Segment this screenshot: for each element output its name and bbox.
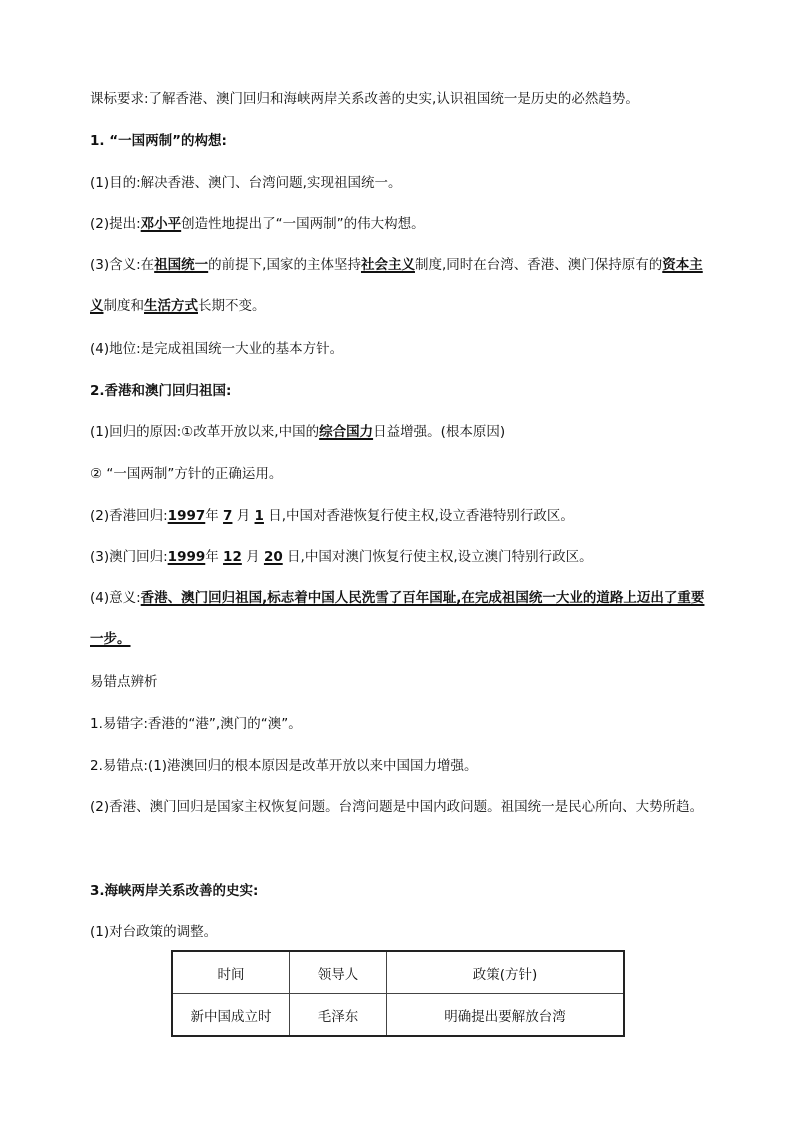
taiwan-policy-table (171, 950, 625, 1037)
s1-meaning-text-4: 制度和 (103, 298, 144, 314)
macau-year-unit: 年 (205, 549, 224, 565)
significance-label: (4)意义: (90, 590, 141, 606)
curriculum-requirement: 课标要求:了解香港、澳门回归和海峡两岸关系改善的史实,认识祖国统一是历史的必然趋势。 (90, 91, 639, 107)
s2-reason-2: ② “一国两制”方针的正确运用。 (90, 466, 283, 482)
macau-month: 12 (223, 549, 242, 565)
s1-status: (4)地位:是完成祖国统一大业的基本方针。 (90, 341, 344, 357)
s3-policy-adjust: (1)对台政策的调整。 (90, 924, 218, 940)
macau-label: (3)澳门回归: (90, 549, 168, 565)
error-item-3: (2)香港、澳门回归是国家主权恢复问题。台湾问题是中国内政问题。祖国统一是民心所向、大势所趋。 (90, 799, 704, 815)
s2-significance (90, 578, 715, 660)
hk-day: 1 (254, 508, 264, 524)
s2-macau (90, 547, 715, 567)
s2-reason (90, 422, 715, 442)
table-header-row (172, 951, 624, 994)
error-item-1: 1.易错字:香港的“港”,澳门的“澳”。 (90, 716, 302, 732)
s1-meaning (90, 245, 715, 327)
cell-policy: 明确提出要解放台湾 (387, 994, 625, 1037)
answer-capitalism: 资本主义 (90, 257, 703, 314)
significance-answer: 香港、澳门回归祖国,标志着中国人民洗雪了百年国耻,在完成祖国统一大业的道路上迈出了重要一步。 (90, 590, 705, 647)
answer-lifestyle: 生活方式 (144, 298, 198, 314)
s2-hongkong (90, 506, 715, 526)
hk-year: 1997 (167, 508, 206, 524)
s1-meaning-text-3: 制度,同时在台湾、香港、澳门保持原有的 (414, 257, 663, 273)
header-leader: 领导人 (290, 951, 387, 994)
s1-meaning-text-2: 的前提下,国家的主体坚持 (208, 257, 361, 273)
hk-year-unit: 年 (205, 508, 224, 524)
s2-reason-rest: 日益增强。(根本原因) (373, 424, 506, 440)
s1-purpose: (1)目的:解决香港、澳门、台湾问题,实现祖国统一。 (90, 175, 402, 191)
s1-meaning-text-5: 长期不变。 (198, 298, 266, 314)
section-2-title: 2.香港和澳门回归祖国: (90, 383, 232, 399)
hk-month-unit: 月 (232, 508, 255, 524)
answer-national-strength: 综合国力 (319, 424, 374, 440)
error-analysis-title: 易错点辨析 (90, 674, 158, 690)
hk-rest: 日,中国对香港恢复行使主权,设立香港特别行政区。 (263, 508, 574, 524)
hk-label: (2)香港回归: (90, 508, 168, 524)
s1-proposer (90, 214, 715, 234)
cell-time: 新中国成立时 (172, 994, 290, 1037)
macau-month-unit: 月 (241, 549, 264, 565)
cell-leader: 毛泽东 (290, 994, 387, 1037)
error-item-2: 2.易错点:(1)港澳回归的根本原因是改革开放以来中国国力增强。 (90, 758, 478, 774)
s1-proposer-label: (2)提出: (90, 216, 141, 232)
answer-reunification: 祖国统一 (154, 257, 209, 273)
s2-reason-text: (1)回归的原因:①改革开放以来,中国的 (90, 424, 320, 440)
hk-month: 7 (223, 508, 233, 524)
section-1-title: 1. “一国两制”的构想: (90, 133, 227, 149)
header-time: 时间 (172, 951, 290, 994)
table-row (172, 994, 624, 1037)
answer-socialism: 社会主义 (360, 257, 415, 273)
macau-day: 20 (263, 549, 283, 565)
s1-proposer-rest: 创造性地提出了“一国两制”的伟大构想。 (181, 216, 425, 232)
macau-rest: 日,中国对澳门恢复行使主权,设立澳门特别行政区。 (282, 549, 593, 565)
macau-year: 1999 (167, 549, 206, 565)
s1-meaning-text-1: (3)含义:在 (90, 257, 155, 273)
deng-xiaoping-answer: 邓小平 (140, 216, 182, 232)
section-3-title: 3.海峡两岸关系改善的史实: (90, 883, 259, 899)
header-policy: 政策(方针) (387, 951, 625, 994)
